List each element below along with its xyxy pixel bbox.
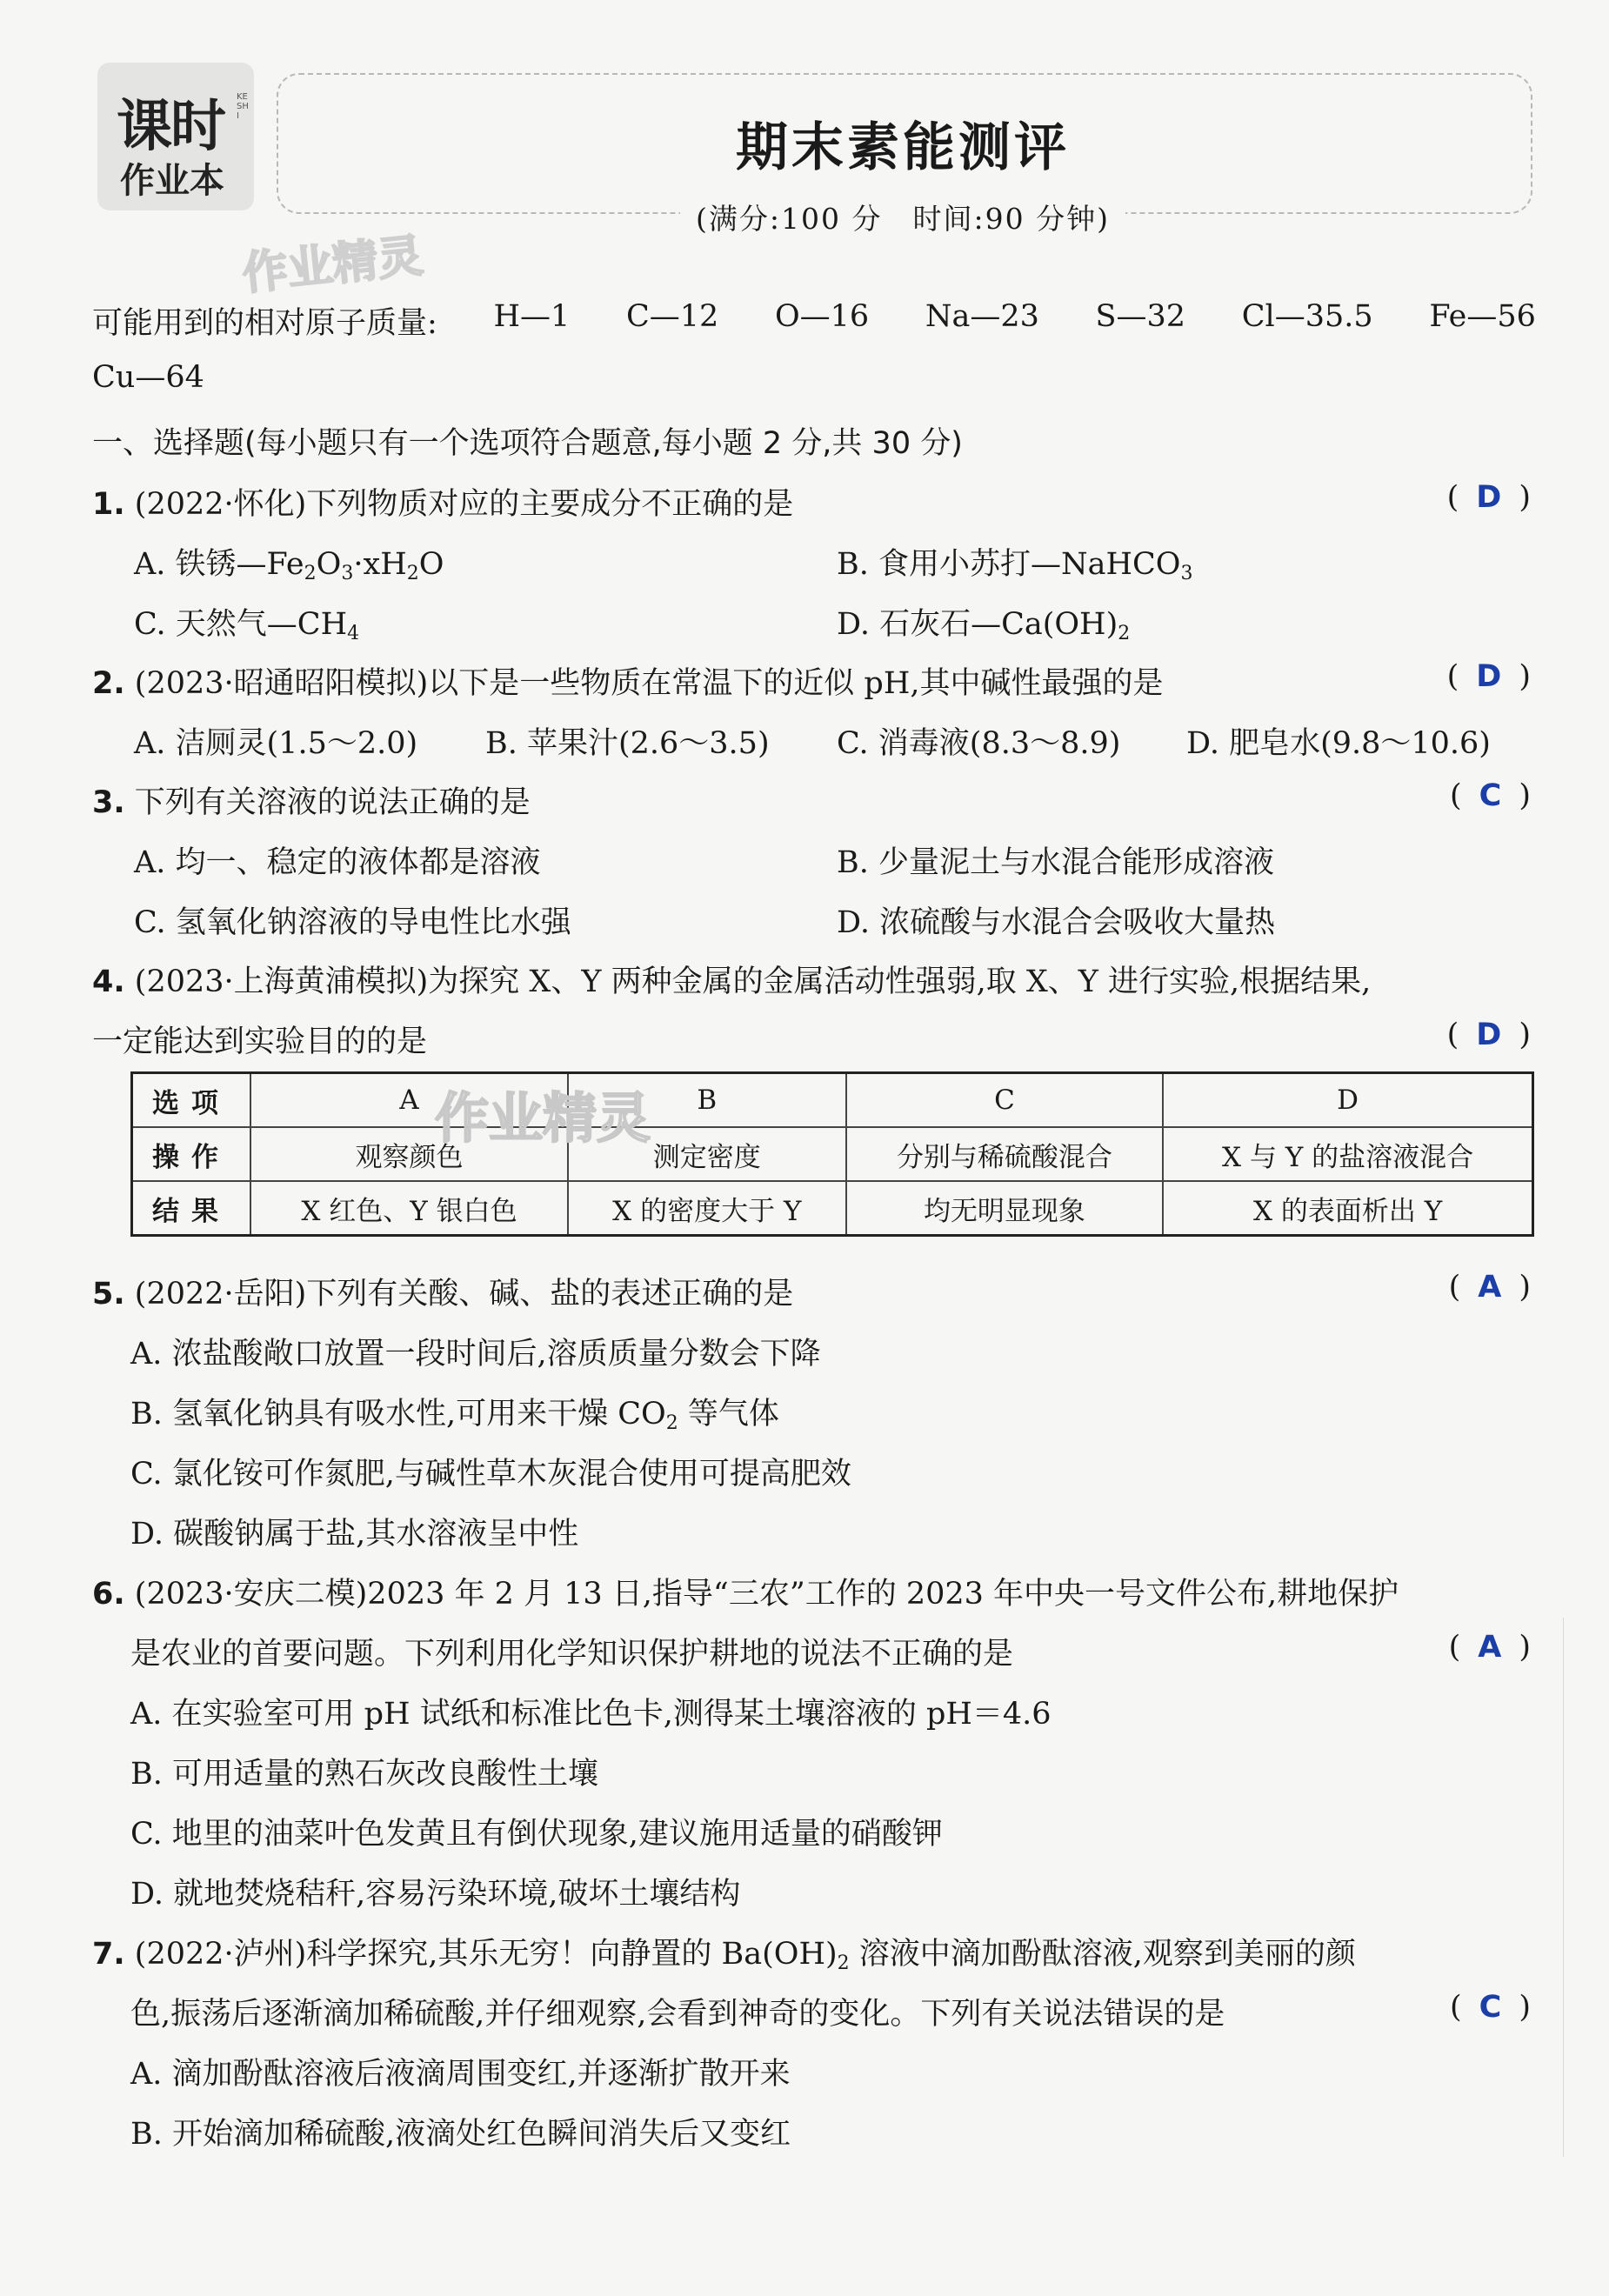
atom-c: C—12 (625, 299, 719, 334)
exam-info-text: (满分:100 分 时间:90 分钟) (680, 202, 1125, 236)
watermark: 作业精灵 (240, 230, 426, 301)
q2-option-c: C. 消毒液(8.3～8.9) (837, 726, 1121, 761)
question-text: (2023·昭通昭阳模拟)以下是一些物质在常温下的近似 pH,其中碱性最强的是 (134, 666, 1164, 701)
margin-rule (1563, 1618, 1564, 2157)
question-4-stem-cont: 一定能达到实验目的的是 (92, 1025, 428, 1059)
atomic-masses (92, 299, 1536, 343)
atomic-masses-label: 可能用到的相对原子质量: (92, 306, 437, 341)
q2-option-a: A. 洁厕灵(1.5～2.0) (134, 726, 418, 761)
answer-letter: A (1478, 1270, 1502, 1305)
atom-o: O—16 (774, 299, 870, 334)
brand-logo (97, 63, 254, 210)
section-heading: 一、选择题(每小题只有一个选项符合题意,每小题 2 分,共 30 分) (92, 426, 963, 461)
table-row (132, 1181, 1533, 1236)
question-7-stem: 7. (2022·泸州)科学探究,其乐无穷！向静置的 $Ba(OH)_2$ 溶液中滴加酚酞溶液,观察到美丽的颜 (92, 1937, 1356, 1974)
question-number: 6. (92, 1577, 125, 1612)
question-number: 2. (92, 666, 125, 701)
table-cell: D (1163, 1073, 1532, 1128)
q1-option-a: A. 铁锈$—Fe_2O_3\cdot xH_2O$ (134, 547, 444, 584)
q6-option-c: C. 地里的油菜叶色发黄且有倒伏现象,建议施用适量的硝酸钾 (130, 1817, 943, 1852)
question-3-stem (92, 778, 531, 822)
table-cell: X 红色、Y 银白色 (250, 1181, 568, 1236)
answer-5: ( A ) (1448, 1270, 1531, 1305)
table-cell: X 的密度大于 Y (568, 1181, 846, 1236)
table-cell: C (846, 1073, 1164, 1128)
answer-letter: C (1479, 778, 1502, 813)
question-number: 5. (92, 1277, 125, 1312)
q5-option-c: C. 氯化铵可作氮肥,与碱性草木灰混合使用可提高肥效 (130, 1457, 851, 1492)
q3-option-a: A. 均一、稳定的液体都是溶液 (134, 845, 541, 880)
table-header-cell: 选项 (132, 1073, 251, 1128)
q7-option-b: B. 开始滴加稀硫酸,液滴处红色瞬间消失后又变红 (130, 2117, 791, 2152)
answer-letter: A (1478, 1630, 1502, 1665)
question-7-stem-cont: 色,振荡后逐渐滴加稀硫酸,并仔细观察,会看到神奇的变化。下列有关说法错误的是 (130, 1997, 1225, 2032)
question-number: 4. (92, 964, 125, 999)
atom-h: H—1 (493, 299, 571, 334)
question-number: 7. (92, 1937, 125, 1972)
q2-option-d: D. 肥皂水(9.8～10.6) (1186, 726, 1491, 761)
experiment-table (130, 1071, 1534, 1237)
table-row (132, 1127, 1533, 1181)
question-2-stem (92, 659, 1164, 703)
table-cell: 测定密度 (568, 1127, 846, 1181)
question-text: (2022·岳阳)下列有关酸、碱、盐的表述正确的是 (134, 1277, 794, 1312)
answer-7: ( C ) (1450, 1990, 1531, 2025)
question-text: (2023·安庆二模)2023 年 2 月 13 日,指导“三农”工作的 2023 年中央一号文件公布,耕地保护 (134, 1577, 1399, 1612)
q7-option-a: A. 滴加酚酞溶液后液滴周围变红,并逐渐扩散开来 (130, 2057, 791, 2092)
question-text: 下列有关溶液的说法正确的是 (134, 785, 531, 820)
atom-fe: Fe—56 (1429, 299, 1536, 334)
q1-option-d: D. 石灰石$—Ca(OH)_2$ (837, 607, 1131, 644)
question-text: (2022·泸州)科学探究,其乐无穷！向静置的 Ba(OH) (134, 1937, 838, 1972)
q5-option-d: D. 碳酸钠属于盐,其水溶液呈中性 (130, 1517, 579, 1552)
question-4-stem (92, 958, 1371, 1001)
question-number: 3. (92, 785, 125, 820)
page-title: 期末素能测评 (736, 117, 1070, 178)
atom-cu: Cu—64 (92, 360, 204, 395)
question-number: 1. (92, 487, 125, 522)
question-5-stem (92, 1270, 793, 1313)
table-cell: X 与 Y 的盐溶液混合 (1163, 1127, 1532, 1181)
q5-option-a: A. 浓盐酸敞口放置一段时间后,溶质质量分数会下降 (130, 1337, 821, 1372)
table-row (132, 1073, 1533, 1128)
question-text: (2022·怀化)下列物质对应的主要成分不正确的是 (134, 487, 794, 522)
atom-cl: Cl—35.5 (1241, 299, 1373, 334)
table-cell: 观察颜色 (250, 1127, 568, 1181)
table-header-cell: 结果 (132, 1181, 251, 1236)
answer-4: ( D ) (1446, 1018, 1531, 1052)
answer-3: ( C ) (1450, 778, 1531, 813)
answer-letter: D (1476, 659, 1502, 694)
answer-6: ( A ) (1448, 1630, 1531, 1665)
table-cell: 分别与稀硫酸混合 (846, 1127, 1164, 1181)
question-text: (2023·上海黄浦模拟)为探究 X、Y 两种金属的金属活动性强弱,取 X、Y 进行实验,根据结果, (134, 964, 1372, 999)
q1-option-b: B. 食用小苏打—NaHCO$_3$ (837, 547, 1193, 584)
answer-2: ( D ) (1446, 659, 1531, 694)
atom-na: Na—23 (925, 299, 1039, 334)
answer-letter: D (1476, 480, 1502, 515)
q3-option-b: B. 少量泥土与水混合能形成溶液 (837, 845, 1274, 880)
q3-option-d: D. 浓硫酸与水混合会吸收大量热 (837, 905, 1276, 940)
q2-option-b: B. 苹果汁(2.6～3.5) (485, 726, 770, 761)
question-6-stem (92, 1570, 1399, 1613)
logo-side-text: KESHI (237, 92, 249, 121)
table-cell: 均无明显现象 (846, 1181, 1164, 1236)
question-6-stem-cont: 是农业的首要问题。下列利用化学知识保护耕地的说法不正确的是 (130, 1637, 1014, 1672)
watermark-table: 作业精灵 (435, 1086, 651, 1150)
atom-s: S—32 (1095, 299, 1186, 334)
table-cell: B (568, 1073, 846, 1128)
table-cell: A (250, 1073, 568, 1128)
q6-option-b: B. 可用适量的熟石灰改良酸性土壤 (130, 1757, 598, 1792)
question-1-stem (92, 480, 793, 524)
answer-1: ( D ) (1446, 480, 1531, 515)
q6-option-d: D. 就地焚烧秸秆,容易污染环境,破坏土壤结构 (130, 1877, 741, 1912)
q1-option-c: C. 天然气$—CH_4$ (134, 607, 360, 644)
logo-line2: 作业本 (120, 161, 224, 201)
q6-option-a: A. 在实验室可用 pH 试纸和标准比色卡,测得某土壤溶液的 pH＝4.6 (130, 1697, 1052, 1732)
q5-option-b: B. 氢氧化钠具有吸水性,可用来干燥 $CO_2$ 等气体 (130, 1397, 779, 1434)
exam-info (277, 197, 1529, 237)
table-header-cell: 操作 (132, 1127, 251, 1181)
table-cell: X 的表面析出 Y (1163, 1181, 1532, 1236)
answer-letter: D (1476, 1018, 1502, 1052)
logo-line1: 课时 (117, 95, 224, 159)
answer-letter: C (1479, 1990, 1502, 2025)
q3-option-c: C. 氢氧化钠溶液的导电性比水强 (134, 905, 571, 940)
